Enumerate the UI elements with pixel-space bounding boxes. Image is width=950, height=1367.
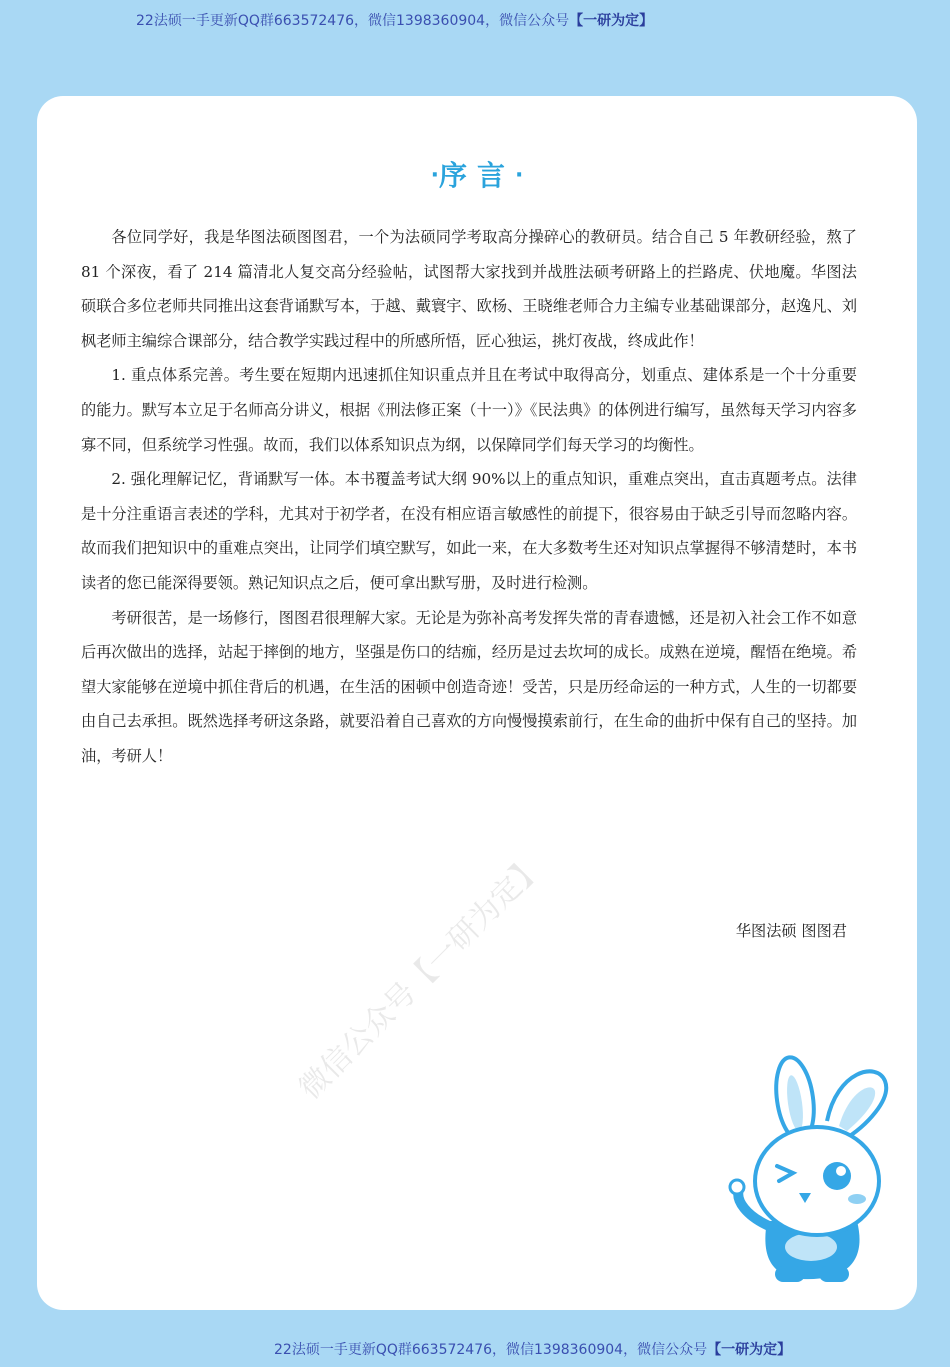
header-watermark bbox=[136, 10, 836, 30]
title-dot-right: · bbox=[515, 163, 524, 188]
page-title bbox=[37, 154, 917, 194]
footer-watermark-text: 22法硕一手更新QQ群663572476，微信1398360904，微信公众号 bbox=[274, 1342, 708, 1358]
header-watermark-brand: 【一研为定】 bbox=[569, 13, 654, 29]
paragraph-point-2: 2. 强化理解记忆，背诵默写一体。本书覆盖考试大纲 90%以上的重点知识，重难点突出，直击真题考点。法律是十分注重语言表述的学科，尤其对于初学者，在没有相应语言敏感性的前提下，很容易由于缺乏引导而忽略内容。故而我们把知识中的重难点突出，让同学们填空默写，如此一来，在大多数考生还对知识点掌握得不够清楚时，本书读者的您已能深得要领。熟记知识点之后，便可拿出默写册，及时进行检测。 bbox=[81, 470, 857, 592]
signature: 华图法硕 图图君 bbox=[735, 922, 847, 940]
preface-body bbox=[81, 220, 857, 774]
footer-watermark-brand: 【一研为定】 bbox=[707, 1342, 792, 1358]
diagonal-watermark: 微信公众号【一研为定】 bbox=[292, 848, 551, 1107]
paragraph-closing: 考研很苦，是一场修行，图图君很理解大家。无论是为弥补高考发挥失常的青春遗憾，还是初入社会工作不如意后再次做出的选择，站起于摔倒的地方，坚强是伤口的结痂，经历是过去坎坷的成长。成熟在逆境，醒悟在绝境。希望大家能够在逆境中抓住背后的机遇，在生活的困顿中创造奇迹！受苦，只是历经命运的一种方式，人生的一切都要由自己去承担。既然选择考研这条路，就要沿着自己喜欢的方向慢慢摸索前行，在生命的曲折中保有自己的坚持。加油，考研人！ bbox=[81, 608, 857, 765]
paragraph-intro: 各位同学好，我是华图法硕图图君，一个为法硕同学考取高分操碎心的教研员。结合自己 5 年教研经验，熬了 81 个深夜，看了 214 篇清北人复交高分经验帖，试图帮大家找到并战胜法硕考研路上的拦路虎、伏地魔。华图法硕联合多位老师共同推出这套背诵默写本，于越、戴寰宇、欧杨、王晓维老师合力主编专业基础课部分，赵逸凡、刘枫老师主编综合课部分，结合教学实践过程中的所感所悟，匠心独运，挑灯夜战，终成此作！ bbox=[81, 228, 857, 350]
paragraph-point-1: 1. 重点体系完善。考生要在短期内迅速抓住知识重点并且在考试中取得高分，划重点、建体系是一个十分重要的能力。默写本立足于名师高分讲义，根据《刑法修正案（十一）》《民法典》的体例进行编写，虽然每天学习内容多寡不同，但系统学习性强。故而，我们以体系知识点为纲，以保障同学们每天学习的均衡性。 bbox=[81, 366, 857, 454]
title-text: 序言 bbox=[438, 159, 515, 192]
footer-watermark bbox=[274, 1339, 914, 1359]
preface-card bbox=[37, 96, 917, 1310]
title-dot-left: · bbox=[430, 163, 439, 188]
header-watermark-text: 22法硕一手更新QQ群663572476，微信1398360904，微信公众号 bbox=[136, 13, 570, 29]
rabbit-mascot-icon bbox=[707, 1051, 897, 1291]
